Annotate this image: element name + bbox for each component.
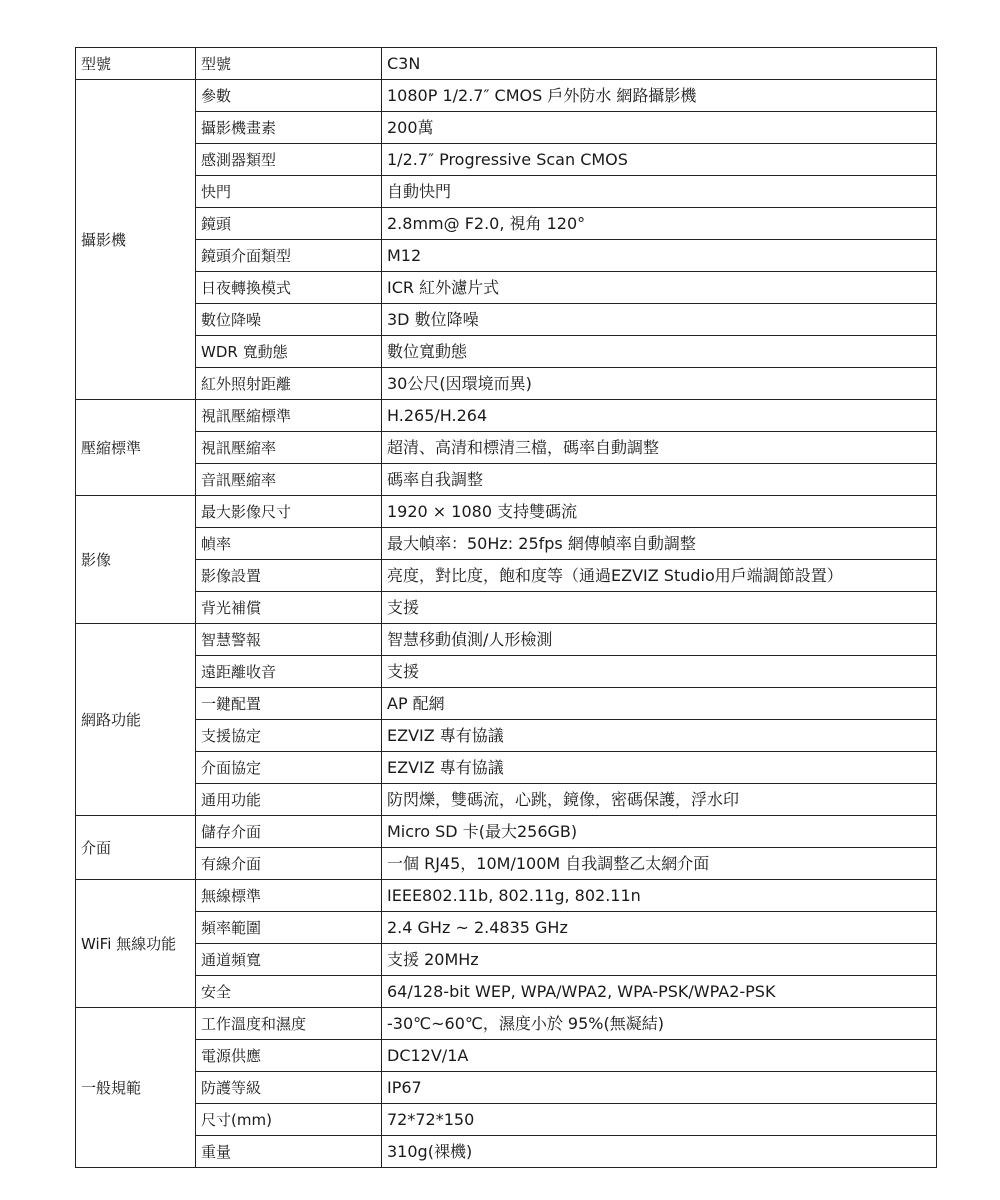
- table-row: [76, 656, 937, 688]
- header-cell-model-label: 型號: [196, 48, 382, 80]
- spec-label-cell: 頻率範圍: [196, 912, 382, 944]
- spec-value-cell: 64/128-bit WEP, WPA/WPA2, WPA-PSK/WPA2-PSK: [382, 976, 937, 1008]
- table-row: [76, 752, 937, 784]
- table-row: [76, 784, 937, 816]
- spec-value-cell: H.265/H.264: [382, 400, 937, 432]
- spec-label-cell: 音訊壓縮率: [196, 464, 382, 496]
- spec-label-cell: 工作溫度和濕度: [196, 1008, 382, 1040]
- section-name-cell: 影像: [76, 496, 196, 624]
- table-row: [76, 144, 937, 176]
- spec-value-cell: 3D 數位降噪: [382, 304, 937, 336]
- spec-label-cell: 一鍵配置: [196, 688, 382, 720]
- table-row: [76, 496, 937, 528]
- table-row: [76, 1072, 937, 1104]
- spec-label-cell: 快門: [196, 176, 382, 208]
- spec-value-cell: 智慧移動偵測/人形檢測: [382, 624, 937, 656]
- table-row: [76, 80, 937, 112]
- section-name-cell: 攝影機: [76, 80, 196, 400]
- spec-value-cell: 數位寬動態: [382, 336, 937, 368]
- table-row: [76, 560, 937, 592]
- spec-label-cell: 重量: [196, 1136, 382, 1168]
- spec-value-cell: 1/2.7″ Progressive Scan CMOS: [382, 144, 937, 176]
- spec-value-cell: EZVIZ 專有協議: [382, 720, 937, 752]
- spec-label-cell: 幀率: [196, 528, 382, 560]
- spec-value-cell: Micro SD 卡(最大256GB): [382, 816, 937, 848]
- spec-value-cell: 自動快門: [382, 176, 937, 208]
- section-name-cell: 介面: [76, 816, 196, 880]
- table-row: [76, 464, 937, 496]
- table-row: [76, 592, 937, 624]
- spec-table-body: [76, 48, 937, 1168]
- table-row: [76, 688, 937, 720]
- section-name-cell: 壓縮標準: [76, 400, 196, 496]
- spec-label-cell: 安全: [196, 976, 382, 1008]
- table-row: [76, 1136, 937, 1168]
- spec-value-cell: 支援: [382, 656, 937, 688]
- spec-label-cell: 鏡頭: [196, 208, 382, 240]
- table-row: [76, 1104, 937, 1136]
- spec-label-cell: 無線標準: [196, 880, 382, 912]
- spec-value-cell: 2.8mm@ F2.0, 視角 120°: [382, 208, 937, 240]
- spec-label-cell: 支援協定: [196, 720, 382, 752]
- spec-value-cell: M12: [382, 240, 937, 272]
- section-name-cell: 網路功能: [76, 624, 196, 816]
- table-row: [76, 880, 937, 912]
- spec-value-cell: ICR 紅外濾片式: [382, 272, 937, 304]
- spec-value-cell: EZVIZ 專有協議: [382, 752, 937, 784]
- spec-label-cell: 有線介面: [196, 848, 382, 880]
- spec-label-cell: 紅外照射距離: [196, 368, 382, 400]
- spec-label-cell: 最大影像尺寸: [196, 496, 382, 528]
- spec-label-cell: 電源供應: [196, 1040, 382, 1072]
- spec-value-cell: 72*72*150: [382, 1104, 937, 1136]
- table-row: [76, 624, 937, 656]
- spec-label-cell: 儲存介面: [196, 816, 382, 848]
- spec-label-cell: 數位降噪: [196, 304, 382, 336]
- spec-label-cell: 日夜轉換模式: [196, 272, 382, 304]
- header-cell-model: 型號: [76, 48, 196, 80]
- table-row: [76, 208, 937, 240]
- table-row: [76, 368, 937, 400]
- table-row: [76, 528, 937, 560]
- section-name-cell: 一般規範: [76, 1008, 196, 1168]
- table-row: [76, 976, 937, 1008]
- spec-label-cell: 通道頻寬: [196, 944, 382, 976]
- spec-value-cell: 最大幀率：50Hz: 25fps 網傳幀率自動調整: [382, 528, 937, 560]
- spec-value-cell: -30℃~60℃，濕度小於 95%(無凝結): [382, 1008, 937, 1040]
- spec-value-cell: AP 配網: [382, 688, 937, 720]
- spec-table: [75, 47, 937, 1168]
- table-row: [76, 336, 937, 368]
- table-row: [76, 720, 937, 752]
- spec-value-cell: 30公尺(因環境而異): [382, 368, 937, 400]
- spec-value-cell: 碼率自我調整: [382, 464, 937, 496]
- spec-value-cell: 200萬: [382, 112, 937, 144]
- spec-label-cell: 鏡頭介面類型: [196, 240, 382, 272]
- spec-value-cell: DC12V/1A: [382, 1040, 937, 1072]
- spec-label-cell: 參數: [196, 80, 382, 112]
- table-row: [76, 304, 937, 336]
- spec-value-cell: IEEE802.11b, 802.11g, 802.11n: [382, 880, 937, 912]
- spec-value-cell: 一個 RJ45，10M/100M 自我調整乙太網介面: [382, 848, 937, 880]
- table-row: [76, 912, 937, 944]
- spec-value-cell: 支援 20MHz: [382, 944, 937, 976]
- table-row: [76, 432, 937, 464]
- table-row: [76, 1008, 937, 1040]
- table-row: [76, 400, 937, 432]
- spec-value-cell: 1080P 1/2.7″ CMOS 戶外防水 網路攝影機: [382, 80, 937, 112]
- spec-label-cell: 尺寸(mm): [196, 1104, 382, 1136]
- table-row: [76, 1040, 937, 1072]
- table-header-row: [76, 48, 937, 80]
- spec-value-cell: 1920 × 1080 支持雙碼流: [382, 496, 937, 528]
- spec-value-cell: 310g(裸機): [382, 1136, 937, 1168]
- table-row: [76, 112, 937, 144]
- spec-label-cell: 影像設置: [196, 560, 382, 592]
- spec-label-cell: 視訊壓縮率: [196, 432, 382, 464]
- spec-label-cell: 防護等級: [196, 1072, 382, 1104]
- spec-value-cell: 防閃爍，雙碼流，心跳，鏡像，密碼保護，浮水印: [382, 784, 937, 816]
- table-row: [76, 944, 937, 976]
- spec-label-cell: 遠距離收音: [196, 656, 382, 688]
- spec-label-cell: 介面協定: [196, 752, 382, 784]
- spec-value-cell: IP67: [382, 1072, 937, 1104]
- table-row: [76, 240, 937, 272]
- table-row: [76, 176, 937, 208]
- spec-label-cell: 視訊壓縮標準: [196, 400, 382, 432]
- spec-label-cell: 背光補償: [196, 592, 382, 624]
- spec-label-cell: WDR 寬動態: [196, 336, 382, 368]
- table-row: [76, 848, 937, 880]
- table-row: [76, 816, 937, 848]
- spec-value-cell: 支援: [382, 592, 937, 624]
- section-name-cell: WiFi 無線功能: [76, 880, 196, 1008]
- model-value: C3N: [382, 48, 937, 80]
- spec-label-cell: 通用功能: [196, 784, 382, 816]
- spec-value-cell: 亮度，對比度，飽和度等（通過EZVIZ Studio用戶端調節設置）: [382, 560, 937, 592]
- spec-label-cell: 感測器類型: [196, 144, 382, 176]
- spec-value-cell: 2.4 GHz ~ 2.4835 GHz: [382, 912, 937, 944]
- spec-label-cell: 智慧警報: [196, 624, 382, 656]
- table-row: [76, 272, 937, 304]
- spec-label-cell: 攝影機畫素: [196, 112, 382, 144]
- spec-value-cell: 超清、高清和標清三檔，碼率自動調整: [382, 432, 937, 464]
